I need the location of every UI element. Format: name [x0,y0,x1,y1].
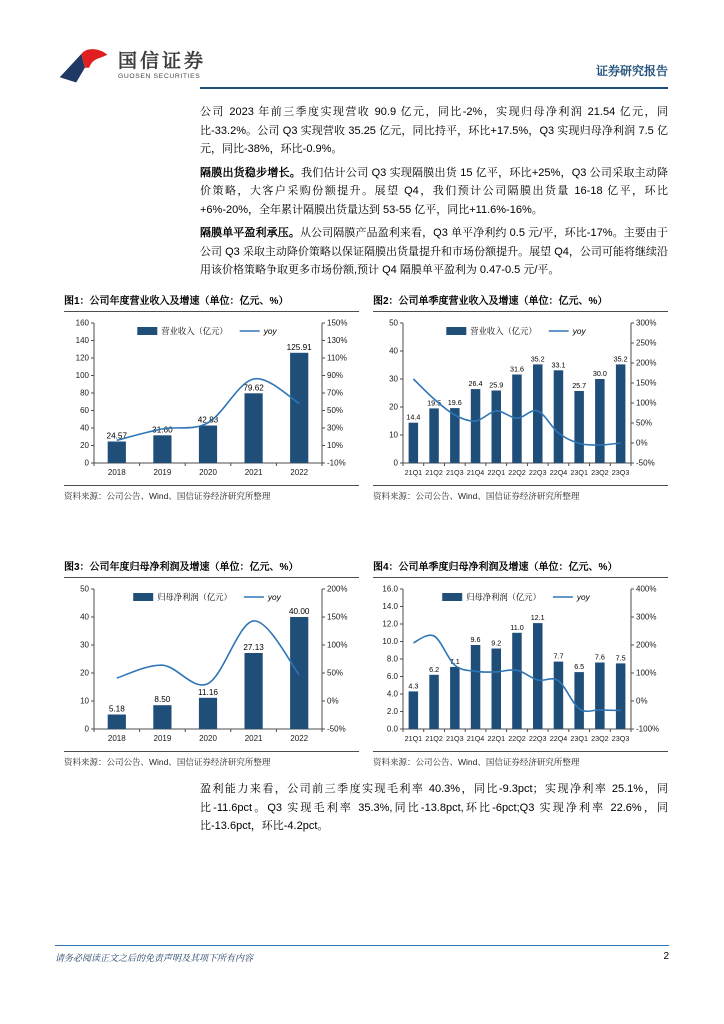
svg-text:23Q1: 23Q1 [570,468,588,477]
svg-text:22Q1: 22Q1 [487,734,506,743]
svg-text:22Q3: 22Q3 [528,468,547,477]
svg-text:10: 10 [389,430,398,440]
svg-text:4.0: 4.0 [386,689,398,699]
guosen-logo-icon [58,45,110,87]
svg-text:22Q2: 22Q2 [508,468,526,477]
svg-text:150%: 150% [327,318,348,328]
paragraph-1-text: 公司 2023 年前三季度实现营收 90.9 亿元，同比-2%，实现归母净利润 21.54 亿元，同比-33.2%。公司 Q3 实现营收 35.25 亿元，同比持平，环比+17.5%，Q3 实现归母净利润 7.5 亿元，同比-38%，环比-0.9%。 [200,106,668,155]
logo-name-cn: 国信证券 [118,50,207,72]
svg-text:21Q1: 21Q1 [404,734,423,743]
svg-text:0%: 0% [327,696,339,706]
svg-text:21Q2: 21Q2 [425,468,443,477]
chart-2-source: 资料来源：公司公告、Wind、国信证券经济研究所整理 [373,485,668,502]
paragraph-1 [200,103,668,159]
svg-text:22Q2: 22Q2 [508,734,526,743]
svg-text:100: 100 [75,371,89,381]
svg-text:25.7: 25.7 [572,381,587,390]
svg-text:7.1: 7.1 [449,656,460,666]
svg-text:35.2: 35.2 [613,354,628,364]
chart-quarterly-net-profit [373,558,668,768]
svg-text:4.3: 4.3 [408,681,419,691]
svg-text:150%: 150% [636,378,657,388]
svg-text:120: 120 [75,353,89,363]
svg-text:营业收入（亿元）: 营业收入（亿元） [470,326,537,336]
svg-text:40.00: 40.00 [288,607,310,616]
chart-1-figure [64,317,359,482]
chart-annual-net-profit [64,558,359,768]
svg-text:33.1: 33.1 [551,360,566,370]
svg-text:21Q1: 21Q1 [404,468,423,477]
svg-text:40: 40 [389,346,398,356]
svg-text:6.5: 6.5 [574,662,585,672]
svg-text:30%: 30% [327,423,344,433]
svg-text:2021: 2021 [244,734,263,743]
svg-text:125.91: 125.91 [286,342,312,352]
svg-text:50%: 50% [327,668,344,678]
svg-text:100%: 100% [636,398,657,408]
chart-3-source: 资料来源：公司公告、Wind、国信证券经济研究所整理 [64,751,359,768]
svg-text:40: 40 [80,612,89,622]
summary-text-block [200,103,668,285]
svg-text:2020: 2020 [199,734,217,743]
svg-text:250%: 250% [636,338,657,348]
svg-text:130%: 130% [327,336,348,346]
svg-text:90%: 90% [327,371,344,381]
paragraph-3-lead: 隔膜单平盈利承压。 [200,227,300,239]
svg-text:23Q3: 23Q3 [611,468,630,477]
svg-text:7.7: 7.7 [553,651,564,661]
svg-text:-10%: -10% [327,458,346,468]
paragraph-2 [200,164,668,220]
svg-text:9.2: 9.2 [491,638,502,648]
svg-text:2021: 2021 [244,468,263,477]
chart-4-title: 图4：公司单季度归母净利润及增速（单位：亿元、%） [373,558,668,578]
page-footer [55,945,669,964]
svg-text:0: 0 [84,458,89,468]
svg-text:2.0: 2.0 [386,707,398,717]
paragraph-3-text: 从公司隔膜产品盈利来看，Q3 单平净利约 0.5 元/平，环比-17%。主要由于公司 Q3 采取主动降价策略以保证隔膜出货量提升和市场份额提升。展望 Q4，公司可能将继续沿用该价格策略争取更多市场份额,预计 Q4 隔膜单平盈利为 0.47-0.5 元/平。 [200,227,669,276]
svg-text:400%: 400% [636,584,657,594]
svg-text:yoy: yoy [576,592,590,602]
svg-text:14.4: 14.4 [406,412,421,422]
svg-text:31.60: 31.60 [152,425,173,435]
svg-text:12.0: 12.0 [382,619,398,629]
svg-text:100%: 100% [636,668,657,678]
svg-text:10: 10 [80,696,89,706]
svg-text:22Q4: 22Q4 [549,468,568,477]
svg-text:60: 60 [80,406,89,416]
page-number: 2 [663,951,669,962]
svg-text:21Q4: 21Q4 [466,468,485,477]
svg-text:2022: 2022 [290,468,309,477]
svg-text:110%: 110% [327,353,347,363]
svg-text:2018: 2018 [107,468,126,477]
svg-text:20: 20 [389,402,398,412]
svg-text:200%: 200% [636,640,657,650]
svg-text:10%: 10% [327,441,344,451]
svg-text:24.57: 24.57 [106,431,128,441]
svg-text:5.18: 5.18 [108,704,125,714]
svg-text:300%: 300% [636,318,657,328]
charts-grid [64,292,668,768]
svg-text:200%: 200% [636,358,657,368]
svg-text:40: 40 [80,423,89,433]
svg-text:23Q2: 23Q2 [591,734,609,743]
svg-text:14.0: 14.0 [382,602,398,612]
svg-text:2018: 2018 [107,734,126,743]
svg-text:22Q3: 22Q3 [528,734,547,743]
svg-text:7.5: 7.5 [615,653,626,663]
company-logo [58,45,206,87]
svg-text:0%: 0% [636,438,648,448]
paragraph-2-text: 我们估计公司 Q3 实现隔膜出货 15 亿平，环比+25%，Q3 公司采取主动降价策略，大客户采购份额提升。展望 Q4，我们预计公司隔膜出货量 16-18 亿平，环比+6%-20%，全年累计隔膜出货量达到 53-55 亿平，同比+11.6%-16%。 [200,166,669,216]
paragraph-2-lead: 隔膜出货稳步增长。 [200,166,302,179]
svg-text:2019: 2019 [153,468,172,477]
svg-text:79.62: 79.62 [243,383,264,393]
svg-text:6.0: 6.0 [386,672,398,682]
logo-text [118,52,206,81]
svg-text:21Q3: 21Q3 [446,468,464,477]
svg-text:yoy: yoy [267,592,281,602]
svg-text:0.0: 0.0 [386,724,398,734]
svg-text:yoy: yoy [572,326,586,336]
svg-text:-100%: -100% [636,724,660,734]
svg-text:-50%: -50% [636,458,655,468]
svg-text:26.4: 26.4 [468,379,483,389]
svg-text:23Q1: 23Q1 [570,734,588,743]
chart-3-title: 图3：公司年度归母净利润及增速（单位：亿元、%） [64,558,359,578]
svg-text:30: 30 [389,374,398,384]
chart-2-figure [373,317,668,482]
chart-4-source: 资料来源：公司公告、Wind、国信证券经济研究所整理 [373,751,668,768]
svg-text:50: 50 [389,318,398,328]
report-type-label: 证券研究报告 [595,64,668,78]
svg-text:归母净利润（亿元）: 归母净利润（亿元） [466,592,541,602]
svg-text:7.6: 7.6 [594,652,605,662]
svg-text:20: 20 [80,441,89,451]
svg-text:30.0: 30.0 [592,369,607,378]
svg-text:30: 30 [80,640,89,650]
svg-text:11.16: 11.16 [198,687,218,697]
svg-text:22Q1: 22Q1 [487,468,506,477]
disclaimer-text: 请务必阅读正文之后的免责声明及其项下所有内容 [55,953,254,963]
svg-text:归母净利润（亿元）: 归母净利润（亿元） [157,592,232,602]
svg-text:50%: 50% [636,418,653,428]
svg-text:19.5: 19.5 [427,398,442,408]
svg-text:20: 20 [80,668,89,678]
svg-text:0: 0 [393,458,398,468]
svg-text:200%: 200% [327,584,348,594]
svg-text:8.50: 8.50 [154,695,171,705]
svg-text:31.6: 31.6 [510,364,524,374]
header-divider [200,87,668,89]
svg-text:19.6: 19.6 [447,398,462,408]
svg-text:21Q2: 21Q2 [425,734,443,743]
svg-text:23Q3: 23Q3 [611,734,630,743]
svg-text:9.6: 9.6 [470,635,481,644]
svg-text:12.1: 12.1 [530,613,545,623]
svg-text:16.0: 16.0 [382,584,398,594]
svg-text:42.83: 42.83 [197,415,219,425]
svg-text:11.0: 11.0 [510,622,524,632]
chart-3-figure [64,583,359,748]
svg-text:70%: 70% [327,388,344,398]
chart-annual-revenue [64,292,359,502]
svg-text:50: 50 [80,584,89,594]
logo-name-en: GUOSEN SECURITIES [118,73,201,81]
chart-1-source: 资料来源：公司公告、Wind、国信证券经济研究所整理 [64,485,359,502]
chart-quarterly-revenue [373,292,668,502]
svg-text:6.2: 6.2 [429,664,440,674]
svg-text:yoy: yoy [263,326,277,336]
svg-text:80: 80 [80,388,89,398]
svg-text:27.13: 27.13 [243,643,264,652]
svg-text:21Q3: 21Q3 [446,734,464,743]
chart-2-title: 图2：公司单季度营业收入及增速（单位：亿元、%） [373,292,668,312]
svg-text:10.0: 10.0 [382,637,398,647]
svg-text:2020: 2020 [199,468,217,477]
svg-text:21Q4: 21Q4 [466,734,485,743]
chart-1-title: 图1：公司年度营业收入及增速（单位：亿元、%） [64,292,359,312]
svg-text:25.9: 25.9 [489,380,504,390]
svg-text:2022: 2022 [290,734,309,743]
svg-text:22Q4: 22Q4 [549,734,568,743]
svg-text:23Q2: 23Q2 [591,468,609,477]
svg-text:100%: 100% [327,640,348,650]
svg-text:35.2: 35.2 [530,354,545,364]
svg-text:2019: 2019 [153,734,172,743]
svg-text:50%: 50% [327,406,344,416]
profitability-paragraph: 盈利能力来看，公司前三季度实现毛利率 40.3%，同比-9.3pct；实现净利率 25.1%，同比-11.6pct。Q3 实现毛利率 35.3%,同比-13.8pct,环比-6pct;Q3 实现净利率 22.6%，同比-13.6pct，环比-4.2pct。 [200,783,668,832]
svg-text:0%: 0% [636,696,648,706]
svg-text:8.0: 8.0 [386,654,398,664]
svg-text:300%: 300% [636,612,657,622]
svg-text:营业收入（亿元）: 营业收入（亿元） [161,326,228,336]
svg-text:-50%: -50% [327,724,346,734]
svg-text:0: 0 [84,724,89,734]
svg-text:140: 140 [75,336,89,346]
chart-4-figure [373,583,668,748]
paragraph-3 [200,224,668,280]
svg-text:150%: 150% [327,612,348,622]
svg-text:160: 160 [75,318,89,328]
